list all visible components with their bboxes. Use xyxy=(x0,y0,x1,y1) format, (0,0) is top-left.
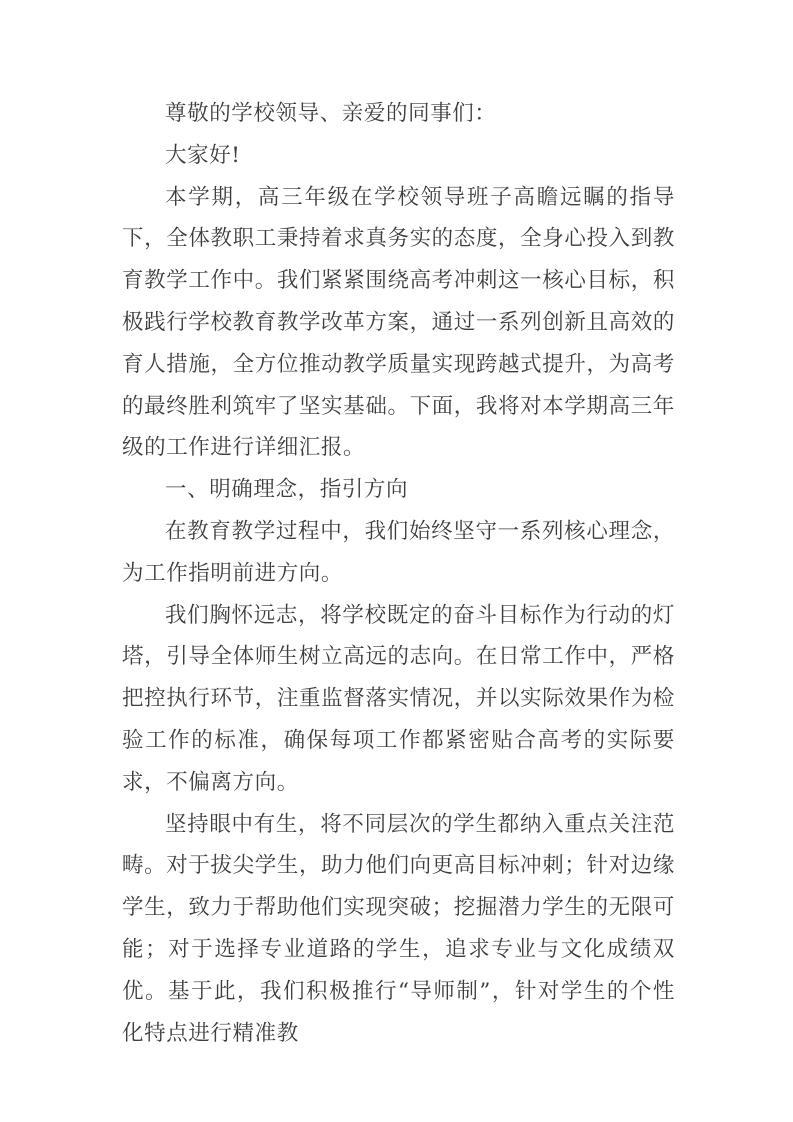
salutation-line: 尊敬的学校领导、亲爱的同事们： xyxy=(165,101,497,126)
document-body xyxy=(122,93,675,1054)
body-paragraph: 我们胸怀远志，将学校既定的奋斗目标作为行动的灯塔，引导全体师生树立高远的志向。在日常工作中，严格把控执行环节，注重监督落实情况，并以实际效果作为检验工作的标准，确保每项工作都紧密贴合高考的实际要求，不偏离方向。 xyxy=(122,602,675,795)
body-paragraph: 坚持眼中有生，将不同层次的学生都纳入重点关注范畴。对于拔尖学生，助力他们向更高目标冲刺；针对边缘学生，致力于帮助他们实现突破；挖掘潜力学生的无限可能；对于选择专业道路的学生，追求专业与文化成绩双优。基于此，我们积极推行“导师制”，针对学生的个性化特点进行精准教 xyxy=(122,811,675,1046)
greeting-line: 大家好! xyxy=(165,142,241,168)
intro-paragraph: 本学期，高三年级在学校领导班子高瞻远瞩的指导下，全体教职工秉持着求真务实的态度，全身心投入到教育教学工作中。我们紧紧围绕高考冲刺这一核心目标，积极践行学校教育教学改革方案，通过一系列创新且高效的育人措施，全方位推动教学质量实现跨越式提升，为高考的最终胜利筑牢了坚实基础。下面，我将对本学期高三年级的工作进行详细汇报。 xyxy=(122,184,675,461)
body-paragraph: 在教育教学过程中，我们始终坚守一系列核心理念，为工作指明前进方向。 xyxy=(122,518,675,586)
section-heading: 一、明确理念，指引方向 xyxy=(165,477,409,503)
